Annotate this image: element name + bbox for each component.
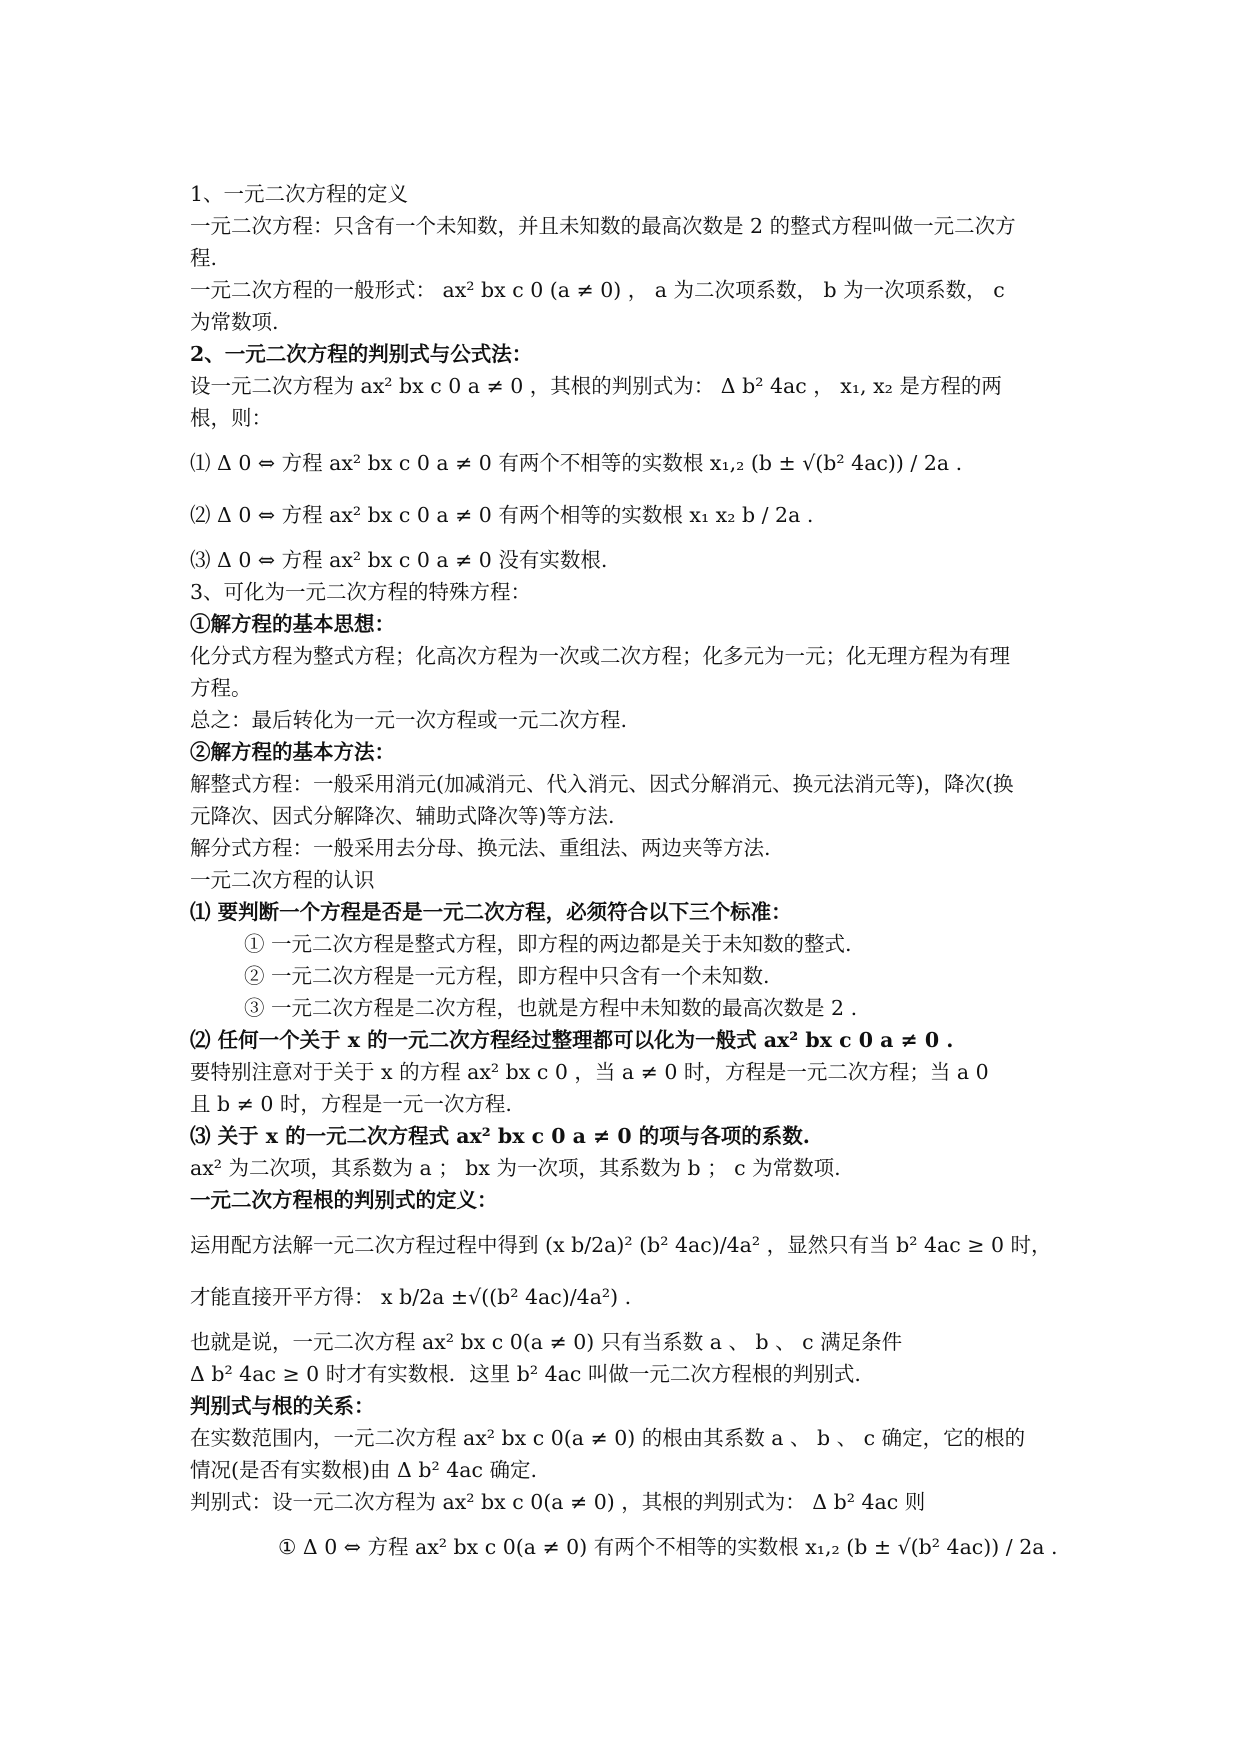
text-line: ② 一元二次方程是一元方程，即方程中只含有一个未知数.	[244, 964, 770, 988]
text-line: 才能直接开平方得： x b/2a ±√((b² 4ac)/4a²) .	[190, 1285, 632, 1309]
text-line: 方程。	[190, 676, 252, 700]
text-line: 化分式方程为整式方程；化高次方程为一次或二次方程；化多元为一元；化无理方程为有理	[190, 644, 1010, 668]
text-line: 1、一元二次方程的定义	[190, 182, 409, 206]
text-line: ⑵ 任何一个关于 x 的一元二次方程经过整理都可以化为一般式 ax² bx c 0 a ≠ 0 .	[190, 1028, 954, 1052]
text-line: 解整式方程：一般采用消元(加减消元、代入消元、因式分解消元、换元法消元等)，降次(换	[190, 772, 1014, 796]
text-line: ⑶ 关于 x 的一元二次方程式 ax² bx c 0 a ≠ 0 的项与各项的系数.	[190, 1124, 810, 1148]
text-line: 为常数项.	[190, 310, 279, 334]
text-line: 根，则：	[190, 406, 272, 430]
text-line: ①解方程的基本思想：	[190, 612, 395, 636]
text-line: Δ b² 4ac ≥ 0 时才有实数根．这里 b² 4ac 叫做一元二次方程根的判别式.	[190, 1362, 861, 1386]
text-line: 情况(是否有实数根)由 Δ b² 4ac 确定.	[190, 1458, 537, 1482]
text-line: 在实数范围内，一元二次方程 ax² bx c 0(a ≠ 0) 的根由其系数 a 、 b 、 c 确定，它的根的	[190, 1426, 1026, 1450]
text-line: 解分式方程：一般采用去分母、换元法、重组法、两边夹等方法.	[190, 836, 771, 860]
text-line: 一元二次方程的一般形式： ax² bx c 0 (a ≠ 0) ， a 为二次项系数， b 为一次项系数， c	[190, 278, 1005, 302]
text-line: ax² 为二次项，其系数为 a ； bx 为一次项，其系数为 b ； c 为常数项.	[190, 1156, 841, 1180]
text-line: ① 一元二次方程是整式方程，即方程的两边都是关于未知数的整式.	[244, 932, 852, 956]
text-line: 且 b ≠ 0 时，方程是一元一次方程.	[190, 1092, 512, 1116]
text-line: 总之：最后转化为一元一次方程或一元二次方程.	[190, 708, 628, 732]
text-line: 要特别注意对于关于 x 的方程 ax² bx c 0 ，当 a ≠ 0 时，方程是一元二次方程；当 a 0	[190, 1060, 989, 1084]
text-line: 一元二次方程的认识	[190, 868, 375, 892]
text-line: ③ 一元二次方程是二次方程，也就是方程中未知数的最高次数是 2 .	[244, 996, 858, 1020]
text-line: ⑶ Δ 0 ⇔ 方程 ax² bx c 0 a ≠ 0 没有实数根.	[190, 548, 608, 572]
text-line: 一元二次方程根的判别式的定义：	[190, 1188, 498, 1212]
text-line: 3、可化为一元二次方程的特殊方程：	[190, 580, 532, 604]
text-line: 一元二次方程：只含有一个未知数，并且未知数的最高次数是 2 的整式方程叫做一元二次方	[190, 214, 1016, 238]
text-line: 也就是说，一元二次方程 ax² bx c 0(a ≠ 0) 只有当系数 a 、 b 、 c 满足条件	[190, 1330, 903, 1354]
text-line: 设一元二次方程为 ax² bx c 0 a ≠ 0 ，其根的判别式为： Δ b² 4ac ， x₁, x₂ 是方程的两	[190, 374, 1002, 398]
text-line: ⑵ Δ 0 ⇔ 方程 ax² bx c 0 a ≠ 0 有两个相等的实数根 x₁ x₂ b / 2a .	[190, 503, 814, 527]
document-page	[190, 178, 1060, 1576]
text-line: 判别式：设一元二次方程为 ax² bx c 0(a ≠ 0) ，其根的判别式为： Δ b² 4ac 则	[190, 1490, 926, 1514]
text-line: 2、一元二次方程的判别式与公式法：	[190, 342, 533, 366]
text-line: 程.	[190, 246, 218, 270]
text-line: ②解方程的基本方法：	[190, 740, 395, 764]
text-line: 判别式与根的关系：	[190, 1394, 375, 1418]
text-line: ⑴ 要判断一个方程是否是一元二次方程，必须符合以下三个标准：	[190, 900, 792, 924]
text-line: 元降次、因式分解降次、辅助式降次等)等方法.	[190, 804, 615, 828]
text-line: ① Δ 0 ⇔ 方程 ax² bx c 0(a ≠ 0) 有两个不相等的实数根 x₁,₂ (b ± √(b² 4ac)) / 2a .	[278, 1535, 1058, 1559]
text-line: ⑴ Δ 0 ⇔ 方程 ax² bx c 0 a ≠ 0 有两个不相等的实数根 x₁,₂ (b ± √(b² 4ac)) / 2a .	[190, 451, 963, 475]
text-line: 运用配方法解一元二次方程过程中得到 (x b/2a)² (b² 4ac)/4a² ，显然只有当 b² 4ac ≥ 0 时，	[190, 1233, 1052, 1257]
